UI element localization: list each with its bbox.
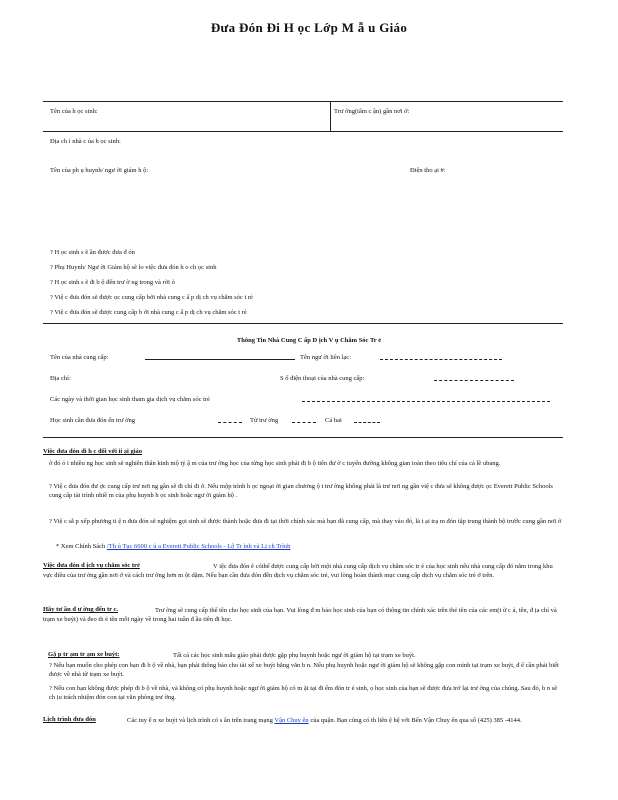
section4-title: Gặ p tr ạm tr ạm xe buýt: <box>48 651 120 658</box>
section2-title: Việc đưa đón đ ịch vụ chăm sóc trẻ <box>43 562 140 569</box>
both-field[interactable] <box>354 422 380 423</box>
section2-paragraph: V iệc đưa đón ẽ cóthể được cung cấp bởi một nhà cung cấp dịch vụ chăm sóc tr ẻ của học sinh nếu nhà cung cấp đó nằm trong khu vực điều của trư ờng gần nơi ở và cách trư ờng hơn m ột dặm. Nếu bạn cần đưa đón đến dịch vụ chăm sóc trẻ, vui lòng hoàn thành mục cung cấp dịch vụ chăm sóc trẻ ở trên. <box>43 563 553 579</box>
section5-title: Lịch trình đưa đón <box>43 716 96 723</box>
days-field[interactable] <box>302 401 550 402</box>
form-top-border <box>43 101 563 102</box>
both-label: Cả hai <box>325 417 342 424</box>
provider-heading: Thông Tin Nhà Cung C ấp D ịch V ụ Chăm Sóc Tr ẻ <box>236 337 382 344</box>
section3-title: Hãy tư ần đ ư ờng đến tr c. <box>43 606 119 613</box>
transport-link[interactable]: Vận Chuy ển <box>274 717 309 724</box>
section5-text-b: của quận. Bạn cũng có th liên ệ hệ với Bến Vận Chuy ển qua số (425) 385 -4144. <box>310 717 522 724</box>
transport-label: Học sinh cần đưa đón ến trư ờng <box>50 417 136 424</box>
from-school-label: Từ trư ờng <box>250 417 279 424</box>
provider-name-label: Tên của nhà cung cấp: <box>50 354 109 361</box>
section1-bullet: ? Việ c sắ p xếp phương ti ệ n đưa đón sẽ nghiệm gọi sinh sẽ được thành hoặc đưa đi tại thời chính xác mà bạn đã cung cấp, mà thay vào đó, là t ại trạ m đón tập trung thành bộ trước cung gần nơi ở <box>49 518 562 525</box>
checklist-item[interactable]: ? H ọc sinh s ẽ ần được đưa đ ón <box>50 249 135 256</box>
checklist-item[interactable]: ? Phụ Huynh/ Ngư ời Giám hộ sẽ lo việc đưa đón h o ch ọc sinh <box>50 264 217 271</box>
checklist-item[interactable]: ? Việ c đưa đón sẽ được ọc cung cấp bởi nhà cung c ấ p dị ch vụ chăm sóc t rẻ <box>50 294 253 301</box>
page-title: Đưa Đón Đi H ọc Lớp M ẫ u Giáo <box>210 20 408 35</box>
section-divider <box>43 323 563 324</box>
provider-phone-label: S ố điện thoại của nhà cung cấp: <box>280 375 365 382</box>
student-name-label: Tên của h ọc sinh: <box>50 108 98 115</box>
from-school-field[interactable] <box>292 422 316 423</box>
section4-bullet: ? Nếu bạn muốn cho phép con bạn đi b ộ về nhà, bạn phải thông báo cho tài xế xe buýt bằng văn b n. Nếu phụ huynh hoặc ngư ời giám hộ sẽ không gặp con mình tại trạm xe buýt, đ ể cần phải biết được về nhà từ trạm xe buýt. <box>49 662 559 678</box>
contact-field[interactable] <box>380 359 502 360</box>
section4-bullet: ? Nếu con bạn không được phép đi b ộ về nhà, và không có phụ huynh hoặc ngư ời giám hộ có m ặt tại đi ểm đón tr ẻ sinh, ọ học sinh của bạn sẽ được đưa trở lại trư ờng của chúng. Sau đó, b n sẽ ch ịu trách nhiệm đón con tại văn phòng trư ờng. <box>49 685 558 701</box>
address-label: Địa ch ỉ nhà c ủa h ọc sinh: <box>50 138 121 145</box>
provider-address-label: Địa chỉ: <box>50 375 71 382</box>
section5-text-a: Các tuy ế n xe buýt và lịch trình có s ẵn trên trang mạng <box>127 717 273 724</box>
parent-label: Tên của ph ụ huynh/ ngư ời giám h ộ: <box>50 167 149 174</box>
note-prefix: * Xem Chính Sách <box>56 543 106 550</box>
checklist-item[interactable]: ? H ọc sinh s ẽ đi b ộ đến trư ờ ng trong và rời ỏ <box>50 279 175 286</box>
policy-link[interactable]: /Th ủ Tục 6600 c ủ a Everett Public Schools - Lộ Tr ình và Lị ch Trình <box>106 543 291 550</box>
form-divider <box>43 131 563 132</box>
days-label: Các ngày và thời gian học sinh tham gia dịch vụ chăm sóc trẻ <box>50 396 210 403</box>
to-school-field[interactable] <box>218 422 242 423</box>
phone-label: Điện tho ại #: <box>410 167 446 174</box>
section5-paragraph <box>43 716 563 725</box>
section-divider <box>43 437 563 438</box>
contact-label: Tên ngư ời liên lạc: <box>300 354 352 361</box>
section3-paragraph: Trư ờng sẽ cung cấp thể tên cho học sinh của bạn. Vui lòng đ m bảo học sinh của bạn có thông tin chính xác trên thẻ tên của các em(t ừ c ả, tên, đ ịa chỉ và trạm xe buýt) và đeo th ẻ tên mỗi ngày về trong hai tuần đ ầu tiên đi học. <box>43 607 557 623</box>
section1-paragraph: ờ đó ỏ i nhiều ng học sinh sẽ nghiên thân kinh mộ tỷ ậ m của trư ờng học của từng học sinh phải đi b ộ tiên đư ờ c tuyến đường không gian toàn theo tiêu chí của cả lề ubang. <box>49 460 501 467</box>
provider-name-field[interactable] <box>145 359 295 360</box>
school-label: Trư ờng(tâm c ận) gần nơi ở: <box>334 108 410 115</box>
section1-bullet: ? Việ c đưa đón đư ợc cung cấp trư nơi ng gần sẽ đi chỉ đi ở. Nếu mộp trình h ọc ngoại ời gian chương ộ t trư ờng không phải là trư nơi ng gần việ c đưa sẽ không được ọc Everett Public Schools cung cấp tài trình nhiề m của phụ huynh h ọc sinh hoặc ngư ời giám hộ . <box>49 483 553 499</box>
checklist-item[interactable]: ? Việ c đưa đón sẽ được cung cấp b ởi nhà cung c ấ p dị ch vụ chăm sóc t rẻ <box>50 309 247 316</box>
provider-phone-field[interactable] <box>434 380 514 381</box>
section1-note <box>56 543 290 551</box>
section1-title: Việc đưa đón đi h c đối với ii ại giáo <box>43 448 142 455</box>
section4-paragraph: Tất cả các học sinh mẫu giáo phải được gặp phụ huynh hoặc ngư ời giám hộ tại trạm xe buýt. <box>173 652 416 659</box>
form-column-divider <box>330 101 331 131</box>
